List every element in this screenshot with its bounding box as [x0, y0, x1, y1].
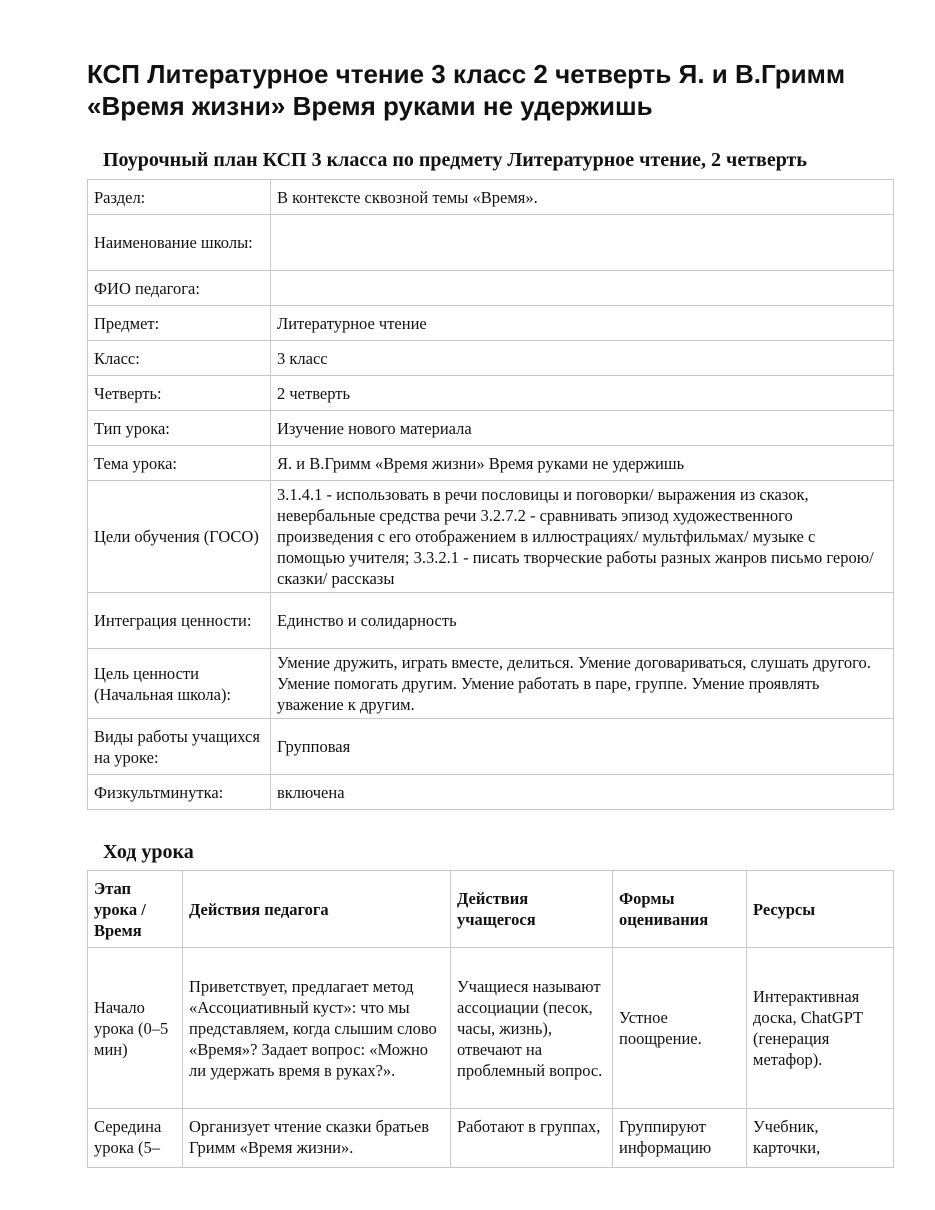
- resources-cell: Интерактивная доска, ChatGPT (генерация метафор).: [747, 948, 894, 1109]
- table-row: [88, 376, 894, 411]
- table-row: [88, 948, 894, 1109]
- row-label: Интеграция ценности:: [88, 593, 271, 649]
- student-actions-cell: Учащиеся называют ассоциации (песок, часы, жизнь), отвечают на проблемный вопрос.: [451, 948, 613, 1109]
- row-value: [271, 271, 894, 306]
- row-value: Я. и В.Гримм «Время жизни» Время руками не удержишь: [271, 446, 894, 481]
- table-row: [88, 593, 894, 649]
- row-value: 2 четверть: [271, 376, 894, 411]
- row-label: Цели обучения (ГОСО): [88, 481, 271, 593]
- table-row: [88, 306, 894, 341]
- table-row: [88, 446, 894, 481]
- row-value: В контексте сквозной темы «Время».: [271, 180, 894, 215]
- page-title: КСП Литературное чтение 3 класс 2 четверть Я. и В.Гримм «Время жизни» Время руками не удержишь: [87, 59, 846, 121]
- table-row: [88, 215, 894, 271]
- teacher-actions-cell: Приветствует, предлагает метод «Ассоциативный куст»: что мы представляем, когда слышим слово «Время»? Задает вопрос: «Можно ли удержать время в руках?».: [183, 948, 451, 1109]
- column-header-stage: Этап урока / Время: [88, 871, 183, 948]
- column-header-teacher: Действия педагога: [183, 871, 451, 948]
- column-header-assessment: Формы оценивания: [613, 871, 747, 948]
- lesson-flow-table: [87, 870, 894, 1168]
- assessment-cell: Устное поощрение.: [613, 948, 747, 1109]
- row-value: Изучение нового материала: [271, 411, 894, 446]
- row-value: 3 класс: [271, 341, 894, 376]
- teacher-actions-cell: Организует чтение сказки братьев Гримм «Время жизни».: [183, 1109, 451, 1168]
- table-row: [88, 411, 894, 446]
- stage-cell: Середина урока (5–: [88, 1109, 183, 1168]
- row-value: 3.1.4.1 - использовать в речи пословицы и поговорки/ выражения из сказок, невербальные средства речи 3.2.7.2 - сравнивать эпизод художественного произведения с его отображением в иллюстрациях/ мультфильмах/ музыке с помощью учителя; 3.3.2.1 - писать творческие работы разных жанров письмо герою/ сказки/ рассказы: [271, 481, 894, 593]
- row-value: [271, 215, 894, 271]
- table-row: [88, 719, 894, 775]
- table-row: [88, 1109, 894, 1168]
- table-row: [88, 775, 894, 810]
- row-value: Единство и солидарность: [271, 593, 894, 649]
- table-row: [88, 180, 894, 215]
- stage-cell: Начало урока (0–5 мин): [88, 948, 183, 1109]
- row-label: Тема урока:: [88, 446, 271, 481]
- row-label: Виды работы учащихся на уроке:: [88, 719, 271, 775]
- lesson-info-table: [87, 179, 894, 810]
- row-value: Групповая: [271, 719, 894, 775]
- row-label: Наименование школы:: [88, 215, 271, 271]
- table-row: [88, 481, 894, 593]
- row-label: Цель ценности (Начальная школа):: [88, 649, 271, 719]
- column-header-resources: Ресурсы: [747, 871, 894, 948]
- plan-heading: Поурочный план КСП 3 класса по предмету Литературное чтение, 2 четверть: [103, 149, 807, 171]
- table-row: [88, 271, 894, 306]
- assessment-cell: Группируют информацию: [613, 1109, 747, 1168]
- row-label: Четверть:: [88, 376, 271, 411]
- row-label: Раздел:: [88, 180, 271, 215]
- table-row: [88, 341, 894, 376]
- row-value: Умение дружить, играть вместе, делиться. Умение договариваться, слушать другого. Умение помогать другим. Умение работать в паре, группе. Умение проявлять уважение к другим.: [271, 649, 894, 719]
- row-value: включена: [271, 775, 894, 810]
- row-label: Тип урока:: [88, 411, 271, 446]
- row-label: Физкультминутка:: [88, 775, 271, 810]
- column-header-student: Действия учащегося: [451, 871, 613, 948]
- row-value: Литературное чтение: [271, 306, 894, 341]
- row-label: Предмет:: [88, 306, 271, 341]
- resources-cell: Учебник, карточки,: [747, 1109, 894, 1168]
- row-label: ФИО педагога:: [88, 271, 271, 306]
- row-label: Класс:: [88, 341, 271, 376]
- student-actions-cell: Работают в группах,: [451, 1109, 613, 1168]
- table-row: [88, 649, 894, 719]
- table-header-row: [88, 871, 894, 948]
- lesson-flow-heading: Ход урока: [103, 841, 194, 863]
